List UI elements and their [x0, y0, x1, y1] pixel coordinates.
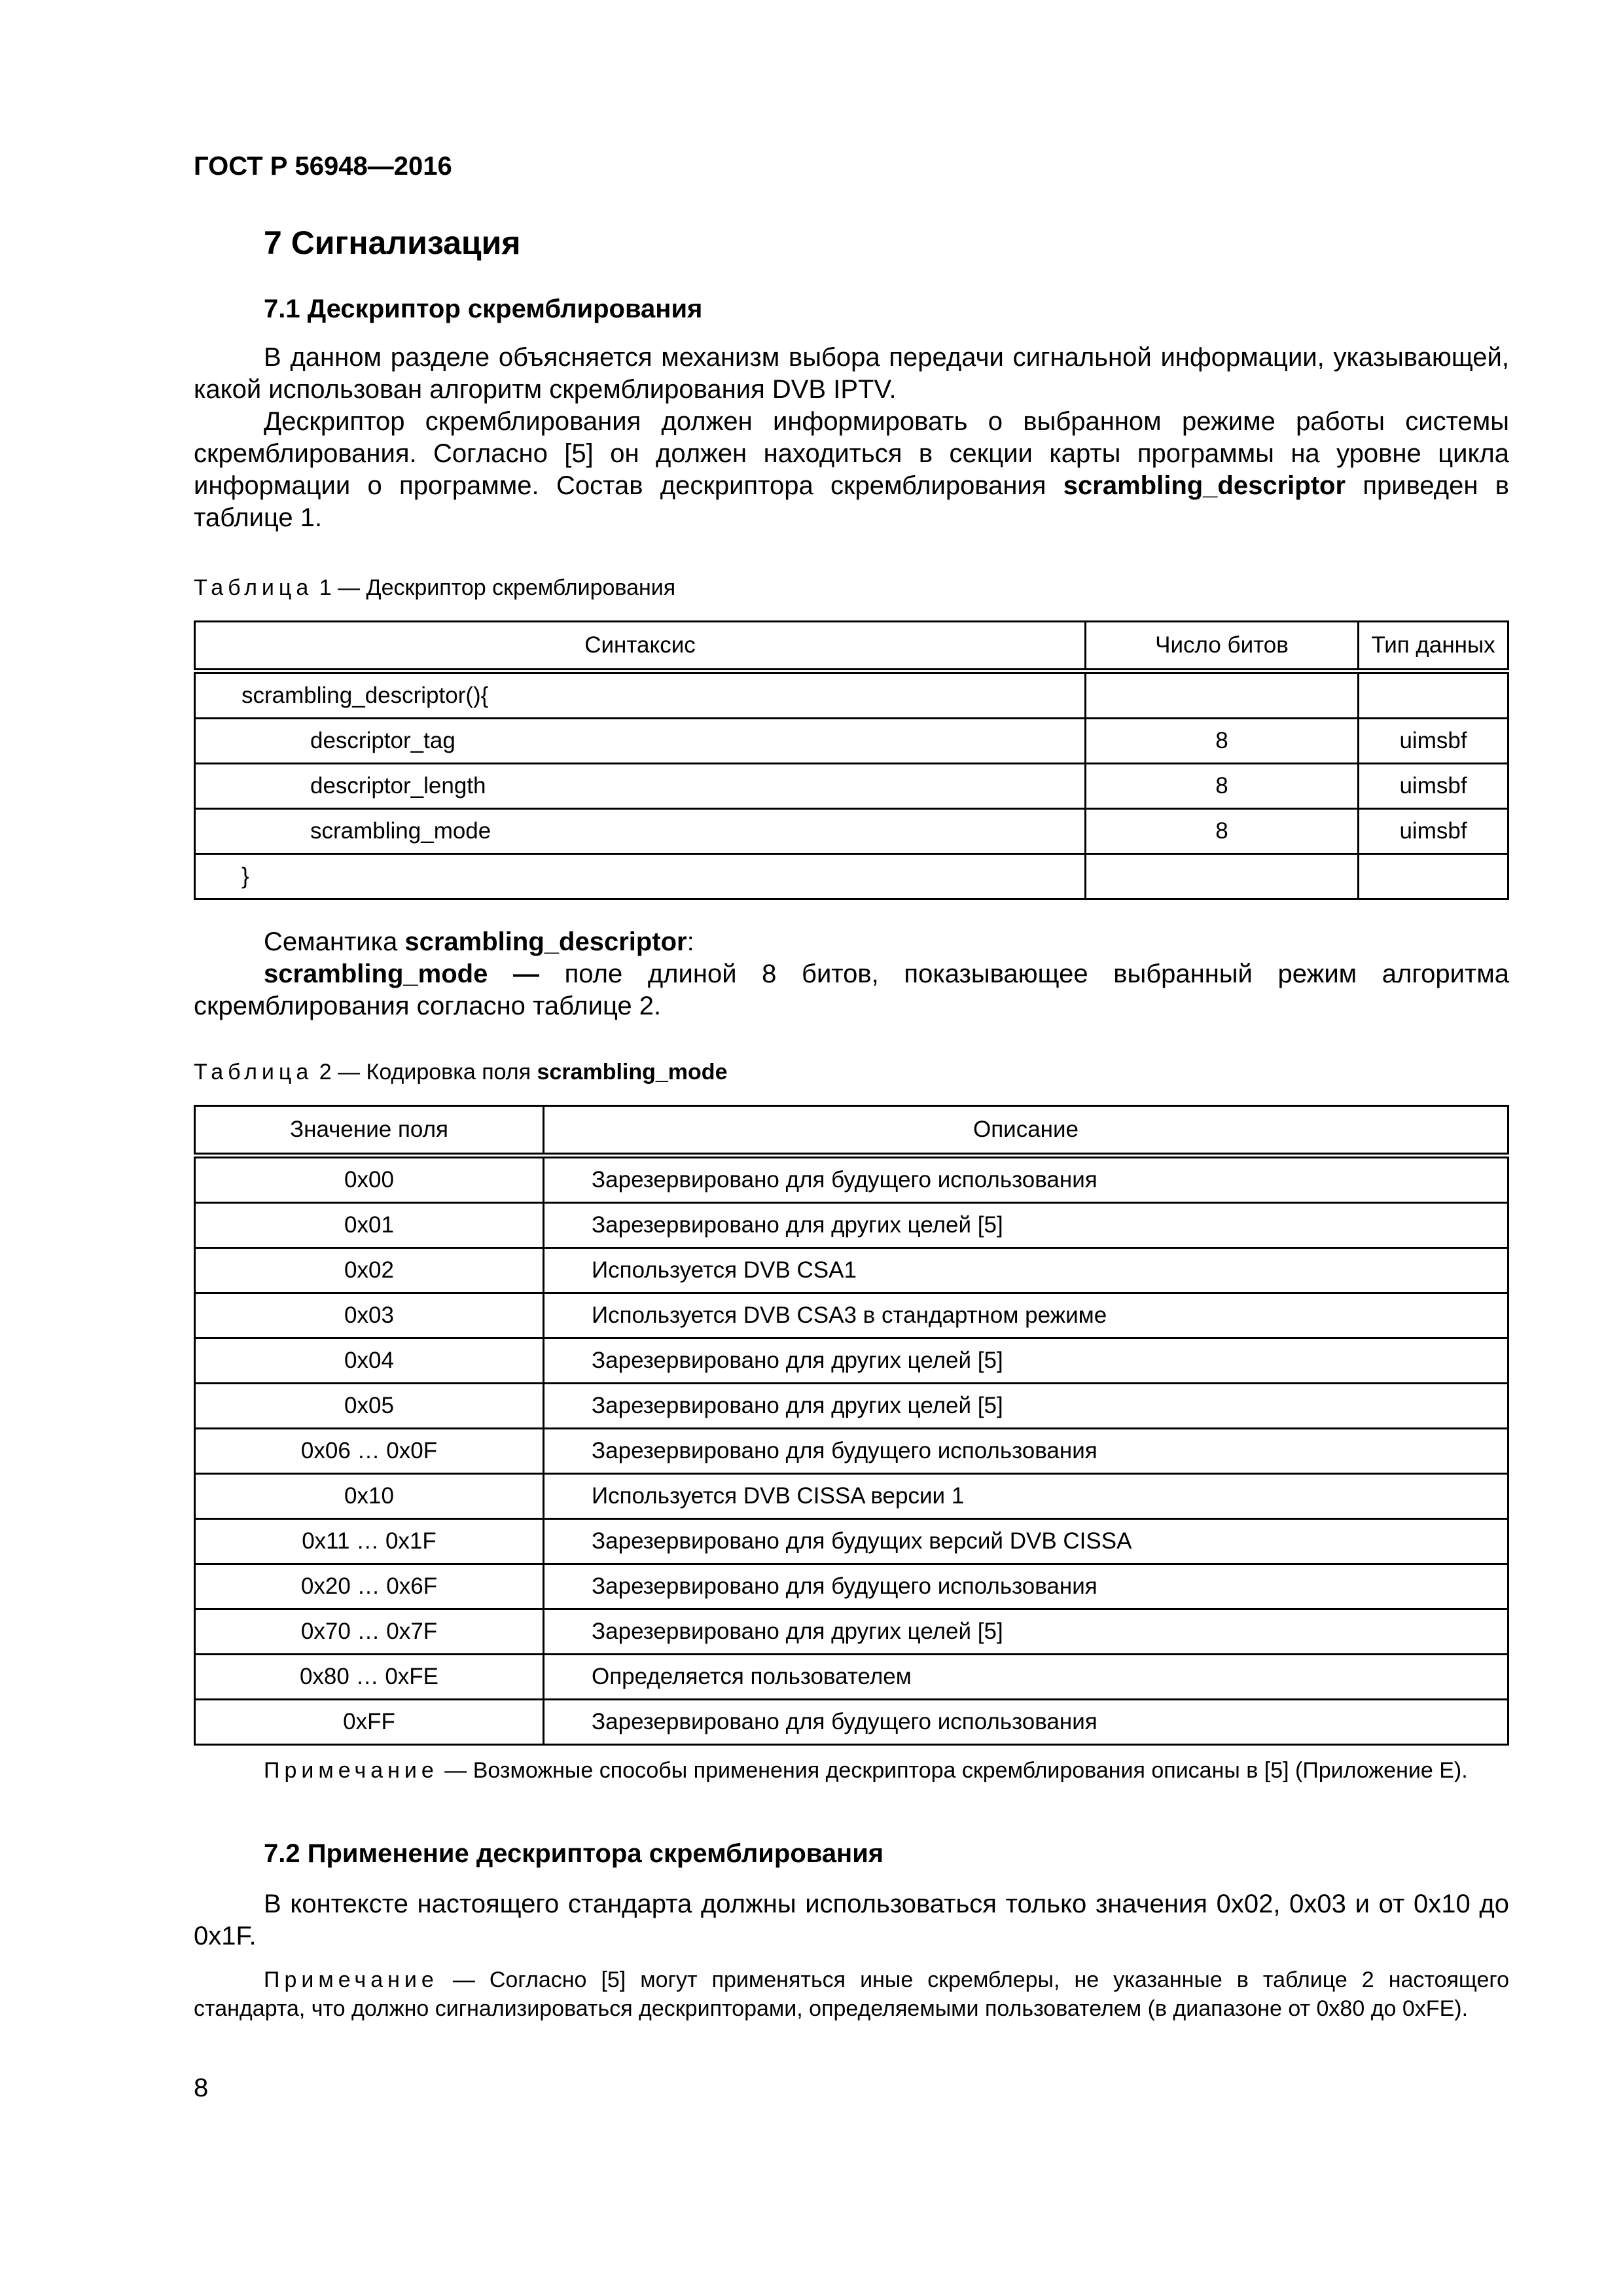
table-row: 0x70 … 0x7F Зарезервировано для других целей [5] — [195, 1609, 1508, 1655]
table-row: } — [195, 854, 1508, 899]
column-header-bits: Число битов — [1086, 622, 1359, 672]
section-title: 7 Сигнализация — [264, 224, 521, 261]
table-2-scrambling-mode — [194, 1105, 1509, 1746]
table-row: 0x02 Используется DVB CSA1 — [195, 1248, 1508, 1293]
table-row: scrambling_descriptor(){ — [195, 672, 1508, 719]
table-row: 0x11 … 0x1F Зарезервировано для будущих версий DVB CISSA — [195, 1519, 1508, 1564]
table-row: 0x06 … 0x0F Зарезервировано для будущего использования — [195, 1429, 1508, 1474]
semantics-scrambling-mode: scrambling_mode — поле длиной 8 битов, показывающее выбранный режим алгоритма скремблирования согласно таблице 2. — [194, 960, 1510, 1020]
document-header: ГОСТ Р 56948—2016 — [194, 152, 452, 181]
note-7-2: Примечание — Согласно [5] могут применяться иные скремблеры, не указанные в таблице 2 настоящего стандарта, что должно сигнализироваться дескрипторами, определяемыми пользователем (в диапазоне от 0x80 до 0xFE). — [194, 1967, 1509, 2021]
table-row: 0x04 Зарезервировано для других целей [5] — [195, 1338, 1508, 1384]
paragraph-7-1-descriptor: Дескриптор скремблирования должен информировать о выбранном режиме работы системы скремблирования. Согласно [5] он должен находиться в секции карты программы на уровне цикла информации о программе. Состав дескриптора скремблирования scrambling_descriptor приведен в таблице 1. — [194, 407, 1509, 532]
table-2-caption: Таблица 2 — Кодировка поля scrambling_mode — [194, 1060, 728, 1085]
column-header-value: Значение поля — [195, 1106, 544, 1156]
paragraph-7-2: В контексте настоящего стандарта должны использоваться только значения 0x02, 0x03 и от 0x10 до 0x1F. — [194, 1890, 1509, 1950]
table-row: 0x10 Используется DVB CISSA версии 1 — [195, 1474, 1508, 1519]
table-row: descriptor_tag 8 uimsbf — [195, 719, 1508, 764]
subsection-7-2-title: 7.2 Применение дескриптора скремблирования — [264, 1839, 884, 1868]
note-7-1: Примечание — Возможные способы применения дескриптора скремблирования описаны в [5] (Приложение Е). — [264, 1758, 1468, 1783]
inline-code-scrambling-descriptor: scrambling_descriptor — [1063, 471, 1346, 500]
table-header-row — [195, 622, 1508, 672]
table-row: descriptor_length 8 uimsbf — [195, 764, 1508, 809]
table-row: 0xFF Зарезервировано для будущего использования — [195, 1700, 1508, 1745]
column-header-description: Описание — [544, 1106, 1508, 1156]
table-row: 0x00 Зарезервировано для будущего использования — [195, 1156, 1508, 1203]
table-1-descriptor — [194, 620, 1509, 900]
table-row: 0x20 … 0x6F Зарезервировано для будущего использования — [195, 1564, 1508, 1609]
table-row: 0x03 Используется DVB CSA3 в стандартном режиме — [195, 1293, 1508, 1338]
table-1-caption: Таблица 1 — Дескриптор скремблирования — [194, 575, 676, 600]
column-header-syntax: Синтаксис — [195, 622, 1086, 672]
table-row: 0x05 Зарезервировано для других целей [5] — [195, 1384, 1508, 1429]
page-number: 8 — [194, 2073, 209, 2102]
semantics-heading: Семантика scrambling_descriptor: — [264, 927, 694, 956]
table-row: 0x01 Зарезервировано для других целей [5] — [195, 1203, 1508, 1248]
column-header-type: Тип данных — [1359, 622, 1508, 672]
paragraph-7-1-intro: В данном разделе объясняется механизм выбора передачи сигнальной информации, указывающей, какой использован алгоритм скремблирования DVB IPTV. — [194, 343, 1509, 404]
subsection-7-1-title: 7.1 Дескриптор скремблирования — [264, 295, 703, 323]
table-header-row — [195, 1106, 1508, 1156]
table-row: 0x80 … 0xFE Определяется пользователем — [195, 1655, 1508, 1700]
table-row: scrambling_mode 8 uimsbf — [195, 809, 1508, 854]
